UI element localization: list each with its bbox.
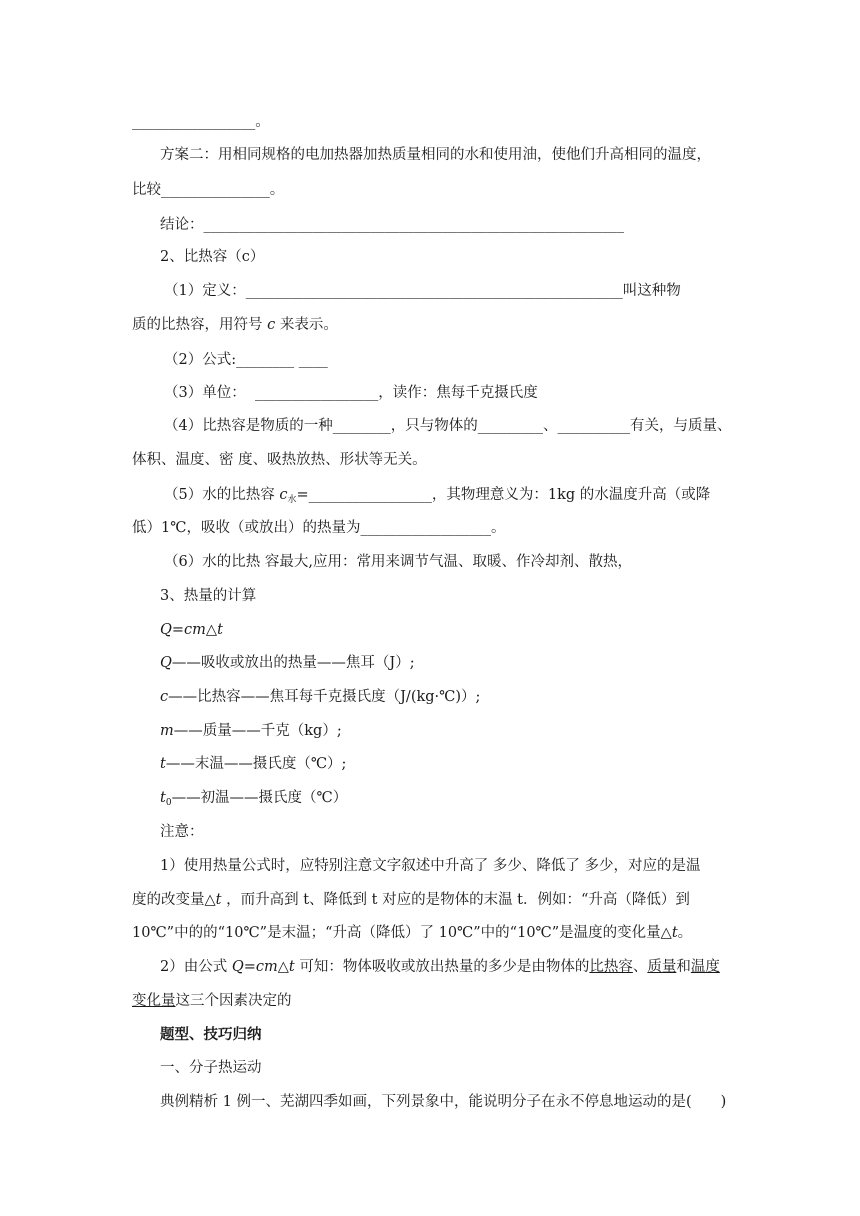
symbol-t0-line: $t_0——$初温——摄氏度（℃） xyxy=(160,790,348,808)
note-one-continuation: 度的改变量△t ，而升高到 t、降低到 t 对应的是物体的末温 t．例如：“升高（降低）到 xyxy=(132,892,690,908)
note-heading: 注意： xyxy=(160,824,204,840)
plan-two-text: 方案二：用相同规格的电加热器加热质量相同的水和使用油，使他们升高相同的温度， xyxy=(160,147,711,163)
definition-continuation: 质的比热容，用符号 c 来表示。 xyxy=(132,317,338,333)
blank-line-answer: _________________。 xyxy=(132,114,270,130)
section-heading-question-types: 题型、技巧归纳 xyxy=(160,1026,262,1043)
formula-line: （2）公式:________ ____ xyxy=(164,352,328,368)
example-question-line: 典例精析 1 例一、芜湖四季如画，下列景象中，能说明分子在永不停息地运动的是( ) xyxy=(160,1094,727,1110)
note-two-line: 2）由公式 Q=cm△t 可知：物体吸收或放出热量的多少是由物体的比热容、质量和温度 xyxy=(160,959,720,975)
subsection-heading-molecular-motion: 一、分子热运动 xyxy=(160,1060,262,1076)
definition-line: （1）定义：____________________________________________________叫这种物 xyxy=(164,283,681,299)
note-one-example: 10℃”中的的“10℃”是末温；“升高（降低）了 10℃”中的“10℃”是温度的变化量△t。 xyxy=(132,925,693,941)
unit-line: （3）单位： _________________，读作：焦每千克摄氏度 xyxy=(164,385,538,401)
section-heading-specific-heat: 2、比热容（c） xyxy=(160,249,265,265)
heat-formula: Q=cm△t xyxy=(160,622,223,638)
note-two-continuation: 变化量这三个因素决定的 xyxy=(132,993,292,1009)
water-application-line: （6）水的比热 容最大,应用：常用来调节气温、取暖、作冷却剂、散热， xyxy=(164,554,632,570)
symbol-q-line: Q——吸收或放出的热量——焦耳（J）; xyxy=(160,655,415,671)
section-heading-heat-calc: 3、热量的计算 xyxy=(160,588,257,604)
conclusion-line: 结论：__________________________________________________________ xyxy=(160,217,624,233)
property-continuation: 体积、温度、密 度、吸热放热、形状等无关。 xyxy=(132,452,427,468)
plan-two-compare: 比较_______________。 xyxy=(132,182,285,198)
note-one-line: 1）使用热量公式时，应特别注意文字叙述中升高了 多少、降低了 多少，对应的是温 xyxy=(160,858,701,874)
symbol-m-line: m——质量——千克（kg）; xyxy=(160,723,342,739)
water-meaning-continuation: 低）1℃，吸收（或放出）的热量为__________________。 xyxy=(132,520,506,536)
symbol-c-line: c——比热容——焦耳每千克摄氏度（J/(kg·℃)）; xyxy=(160,689,481,705)
property-line: （4）比热容是物质的一种________，只与物体的_________、__________有关，与质量、 xyxy=(164,418,732,434)
symbol-t-line: t——末温——摄氏度（℃）; xyxy=(160,756,347,772)
water-specific-heat-line: （5）水的比热容 $c_水=\_\_\_\_\_\_\_\_\_\_\_\_\_\_\_\_\_$，其物理意义为：1kg 的水温度升高（或降 xyxy=(164,487,711,505)
